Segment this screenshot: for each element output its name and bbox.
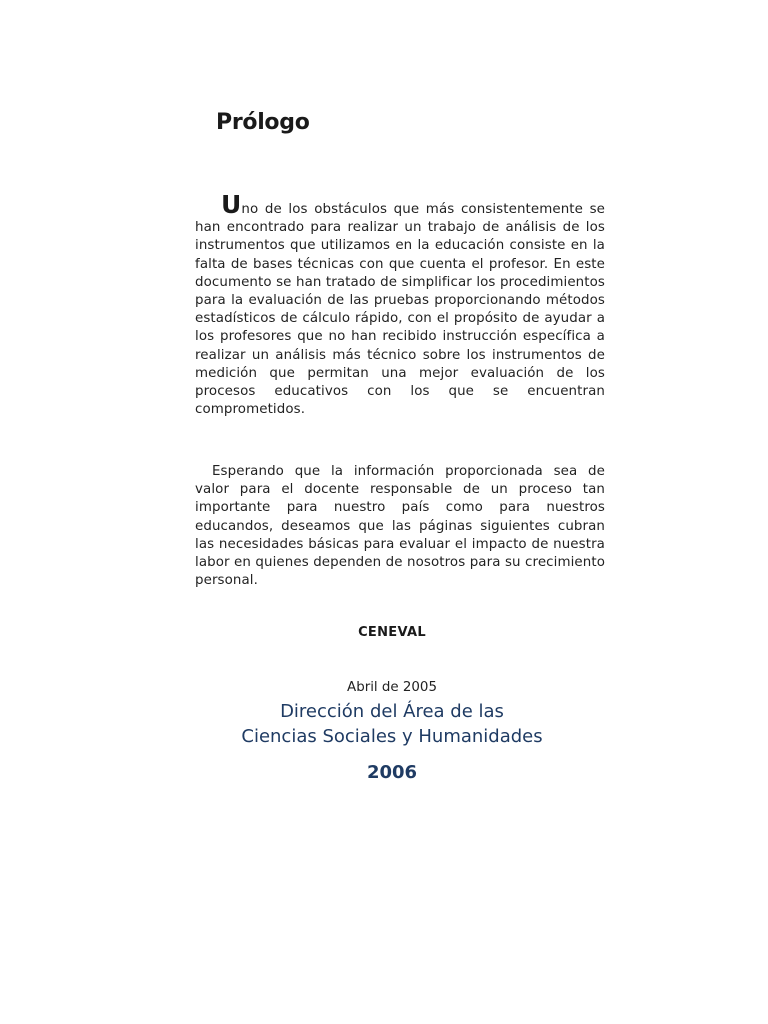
prologue-paragraph-1 xyxy=(195,190,605,419)
division-name-line-2: Ciencias Sociales y Humanidades xyxy=(241,726,543,747)
organization-name: CENEVAL xyxy=(358,625,426,640)
division-name xyxy=(195,699,589,749)
prologue-paragraph-1-text: no de los obstáculos que más consistentemente se han encontrado para realizar un trabajo de análisis de los instrumentos que utilizamos en la educación consiste en la falta de bases técnicas con que cuenta el profesor. En este documento se han tratado de simplificar los procedimientos para la evaluación de las pruebas proporcionando métodos estadísticos de cálculo rápido, con el propósito de ayudar a los profesores que no han recibido instrucción específica a realizar un análisis más técnico sobre los instrumentos de medición que permitan una mejor evaluación de los procesos educativos con los que se encuentran comprometidos. xyxy=(195,202,605,418)
page-title: Prólogo xyxy=(216,110,310,135)
prologue-paragraph-2: Esperando que la información proporcionada sea de valor para el docente responsable de un proceso tan importante para nuestro país como para nuestros educandos, deseamos que las páginas siguientes cubran las necesidades básicas para evaluar el impacto de nuestra labor en quienes dependen de nosotros para su crecimiento personal. xyxy=(195,464,605,589)
division-name-line-1: Dirección del Área de las xyxy=(280,701,504,722)
publication-year: 2006 xyxy=(366,762,418,783)
drop-cap-letter: U xyxy=(221,190,242,219)
publication-date: Abril de 2005 xyxy=(347,680,437,695)
